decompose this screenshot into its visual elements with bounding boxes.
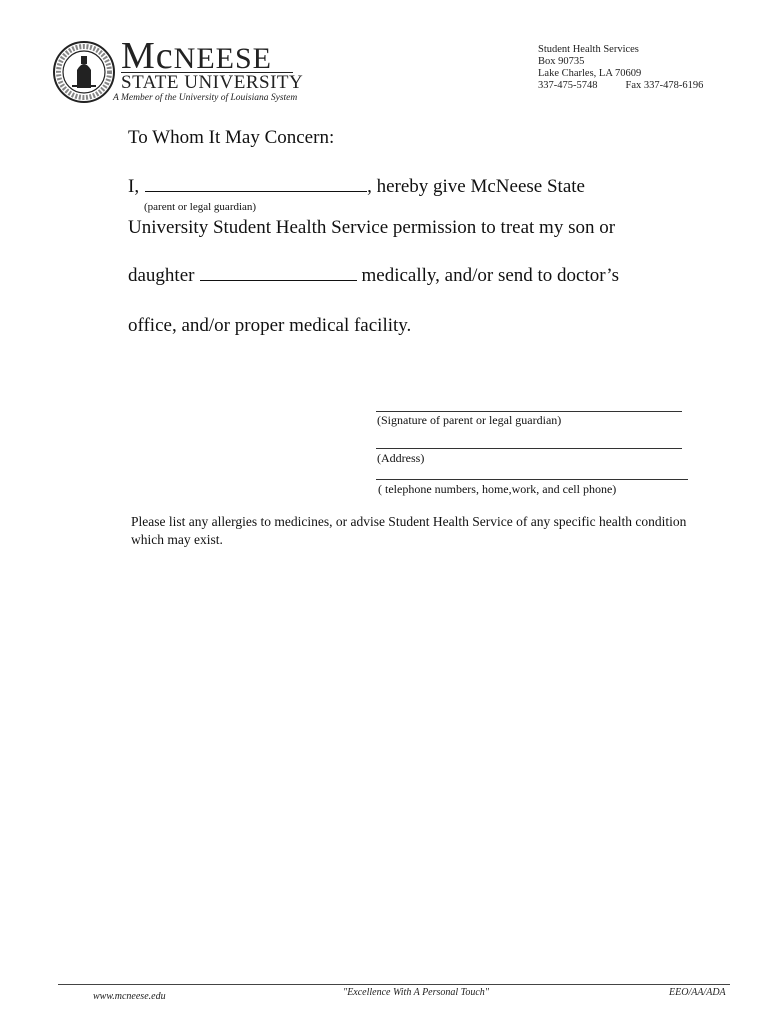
- signature-label: (Signature of parent or legal guardian): [377, 413, 562, 427]
- salutation: To Whom It May Concern:: [128, 127, 335, 148]
- line3-prefix: daughter: [128, 265, 195, 286]
- letter-line-2: University Student Health Service permission to treat my son or: [128, 217, 616, 238]
- brand-subtitle: STATE UNIVERSITY: [121, 72, 304, 93]
- footer-divider: [58, 984, 730, 985]
- line3-suffix: medically, and/or send to doctor’s: [361, 265, 619, 286]
- footer-eeo: EEO/AA/ADA: [669, 987, 726, 998]
- brand-member-line: A Member of the University of Louisiana System: [113, 93, 298, 103]
- telephone-label: ( telephone numbers, home,work, and cell phone): [378, 482, 617, 496]
- footer-url: www.mcneese.edu: [93, 991, 166, 1002]
- contact-city: Lake Charles, LA 70609: [538, 68, 642, 79]
- line1-prefix: I,: [128, 176, 140, 197]
- address-line[interactable]: [376, 448, 682, 449]
- telephone-line[interactable]: [376, 479, 688, 480]
- contact-block: [538, 44, 703, 92]
- contact-phone: 337-475-5748: [538, 80, 598, 91]
- guardian-hint: (parent or legal guardian): [144, 201, 257, 213]
- address-label: (Address): [377, 451, 425, 465]
- student-name-blank[interactable]: [200, 266, 357, 281]
- line1-suffix: , hereby give McNeese State: [367, 176, 585, 197]
- contact-office: Student Health Services: [538, 44, 639, 55]
- brand-name-first: Mc: [121, 35, 174, 77]
- letter-line-4: office, and/or proper medical facility.: [128, 315, 412, 336]
- guardian-name-blank[interactable]: [145, 177, 367, 192]
- footer-motto: "Excellence With A Personal Touch": [343, 987, 489, 998]
- letter-line-3: [128, 265, 619, 287]
- university-seal-icon: [52, 40, 116, 104]
- signature-line[interactable]: [376, 411, 682, 412]
- contact-box: Box 90735: [538, 56, 585, 67]
- brand-name-rest: NEESE: [173, 42, 272, 75]
- contact-fax: Fax 337-478-6196: [625, 80, 704, 91]
- contact-phone-row: [538, 80, 703, 92]
- allergy-instructions: Please list any allergies to medicines, or advise Student Health Service of any specific health condition which may exist.: [131, 514, 687, 547]
- letter-line-1: [128, 176, 585, 198]
